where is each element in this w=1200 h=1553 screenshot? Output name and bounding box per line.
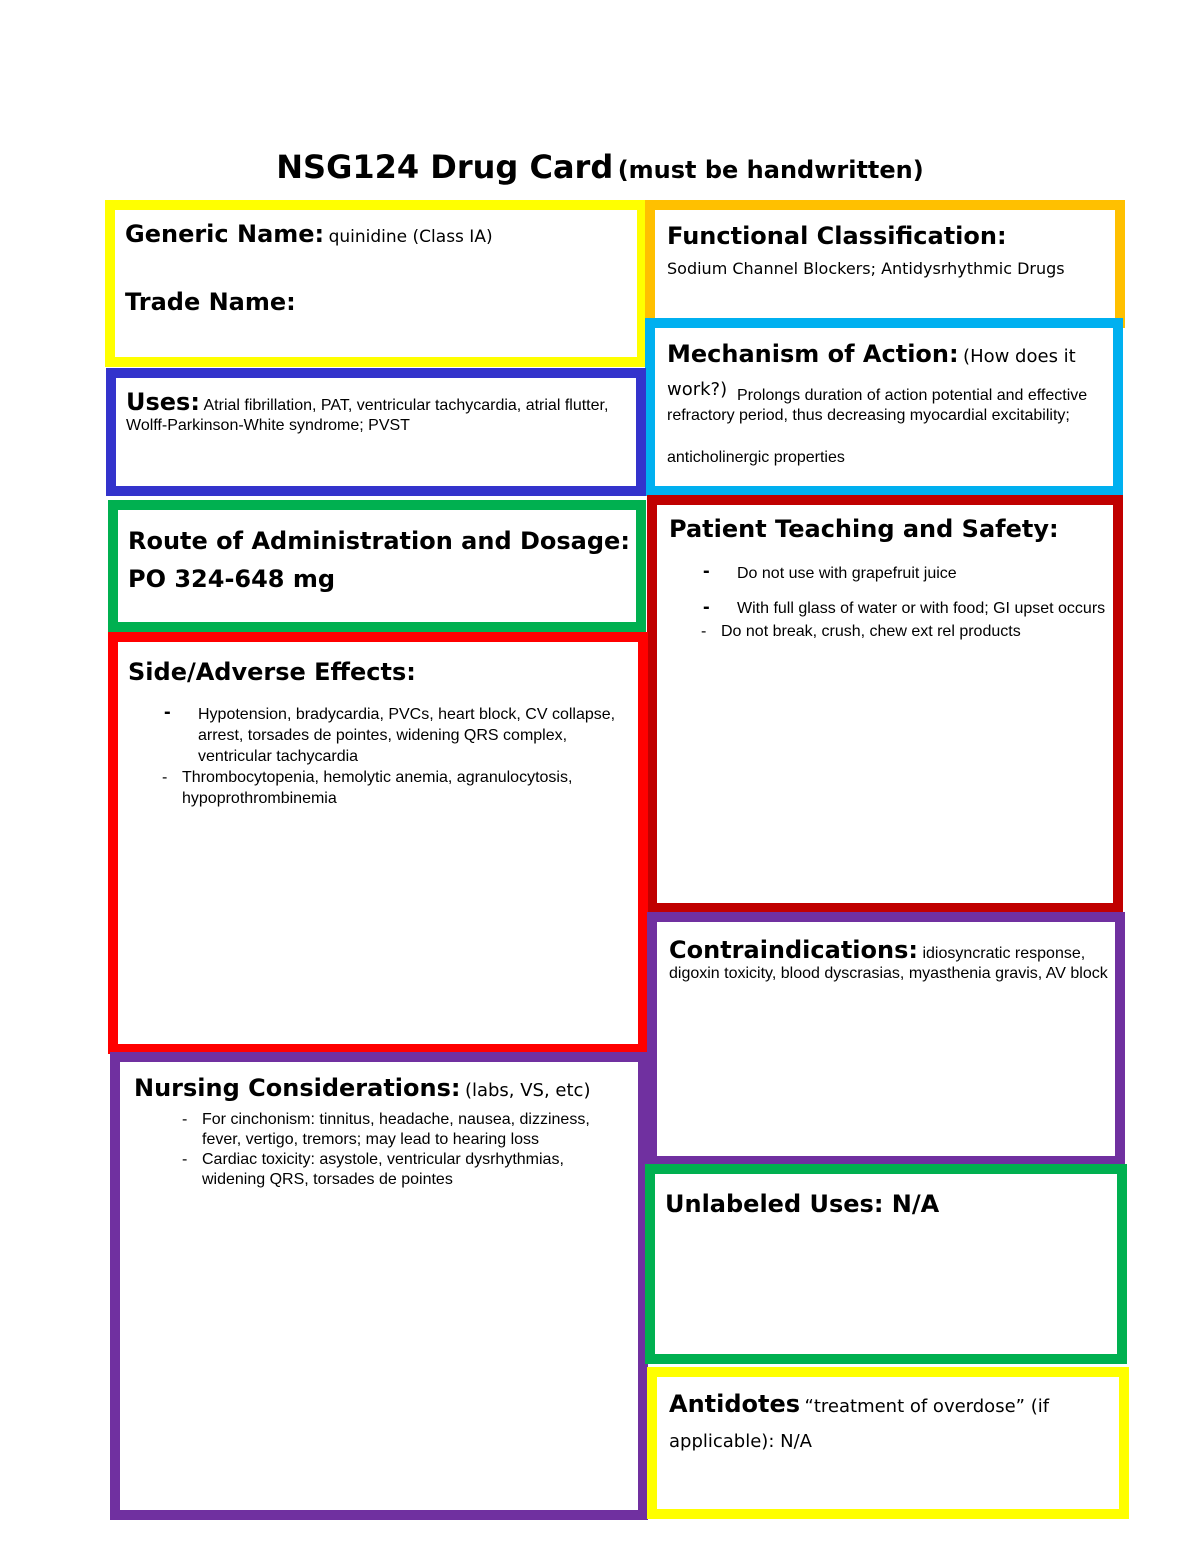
mechanism-hint: (How does it work?) [667, 346, 1076, 400]
antidotes-box [647, 1367, 1129, 1519]
list-item: - Cardiac toxicity: asystole, ventricular dysrhythmias, widening QRS, torsades de pointes [182, 1151, 564, 1188]
functional-classification-box [645, 200, 1125, 328]
functional-classification-value: Sodium Channel Blockers; Antidysrhythmic Drugs [667, 259, 1065, 278]
contraindications-box [647, 912, 1125, 1166]
list-item: - Do not break, crush, chew ext rel products [701, 623, 1021, 640]
card-subtitle: (must be handwritten) [617, 156, 924, 184]
contraindications-value: idiosyncratic response, digoxin toxicity, blood dyscrasias, myasthenia gravis, AV block [669, 945, 1108, 982]
patient-teaching-label: Patient Teaching and Safety: [669, 515, 1059, 543]
mechanism-value-2: anticholinergic properties [667, 449, 845, 466]
contraindications-label: Contraindications: [669, 936, 918, 964]
antidotes-label: Antidotes [669, 1390, 801, 1418]
side-effects-list [162, 701, 623, 809]
route-box [108, 500, 646, 632]
mechanism-value: Prolongs duration of action potential and effective refractory period, thus decreasing myocardial excitability; [667, 387, 1088, 424]
generic-name-box [105, 200, 647, 367]
list-item: - Hypotension, bradycardia, PVCs, heart block, CV collapse, arrest, torsades de pointes, widening QRS complex, ventricular tachycardia [164, 701, 616, 765]
list-item: - With full glass of water or with food; GI upset occurs [703, 596, 1106, 618]
nursing-considerations-box [110, 1052, 648, 1520]
route-value: PO 324-648 mg [128, 565, 336, 593]
list-item: - For cinchonism: tinnitus, headache, nausea, dizziness, fever, vertigo, tremors; may lead to hearing loss [182, 1111, 590, 1148]
page-title [0, 148, 1200, 186]
antidotes-hint: “treatment of overdose” (if applicable): N/A [669, 1396, 1050, 1452]
mechanism-box [645, 318, 1123, 496]
side-effects-label: Side/Adverse Effects: [128, 658, 416, 686]
side-effects-box [108, 632, 648, 1054]
card-title: NSG124 Drug Card [276, 148, 614, 186]
route-label: Route of Administration and Dosage: [128, 527, 630, 555]
list-item: - Do not use with grapefruit juice [703, 560, 957, 582]
uses-box [106, 368, 646, 496]
unlabeled-uses-label: Unlabeled Uses: N/A [665, 1190, 940, 1218]
nursing-considerations-hint: (labs, VS, etc) [464, 1080, 591, 1101]
functional-classification-label: Functional Classification: [667, 222, 1007, 250]
unlabeled-uses-box [645, 1164, 1127, 1364]
trade-name-label: Trade Name: [125, 288, 296, 316]
list-item: - Thrombocytopenia, hemolytic anemia, agranulocytosis, hypoprothrombinemia [162, 769, 573, 807]
mechanism-label: Mechanism of Action: [667, 340, 959, 368]
uses-value: Atrial fibrillation, PAT, ventricular tachycardia, atrial flutter, Wolff-Parkinson-White syndrome; PVST [126, 397, 609, 434]
generic-name-value: quinidine (Class IA) [328, 227, 493, 247]
patient-teaching-box [647, 495, 1123, 913]
patient-teaching-list [701, 560, 1107, 642]
uses-label: Uses: [126, 388, 200, 416]
generic-name-label: Generic Name: [125, 220, 325, 248]
nursing-considerations-label: Nursing Considerations: [134, 1074, 461, 1102]
nursing-considerations-list [182, 1110, 622, 1190]
